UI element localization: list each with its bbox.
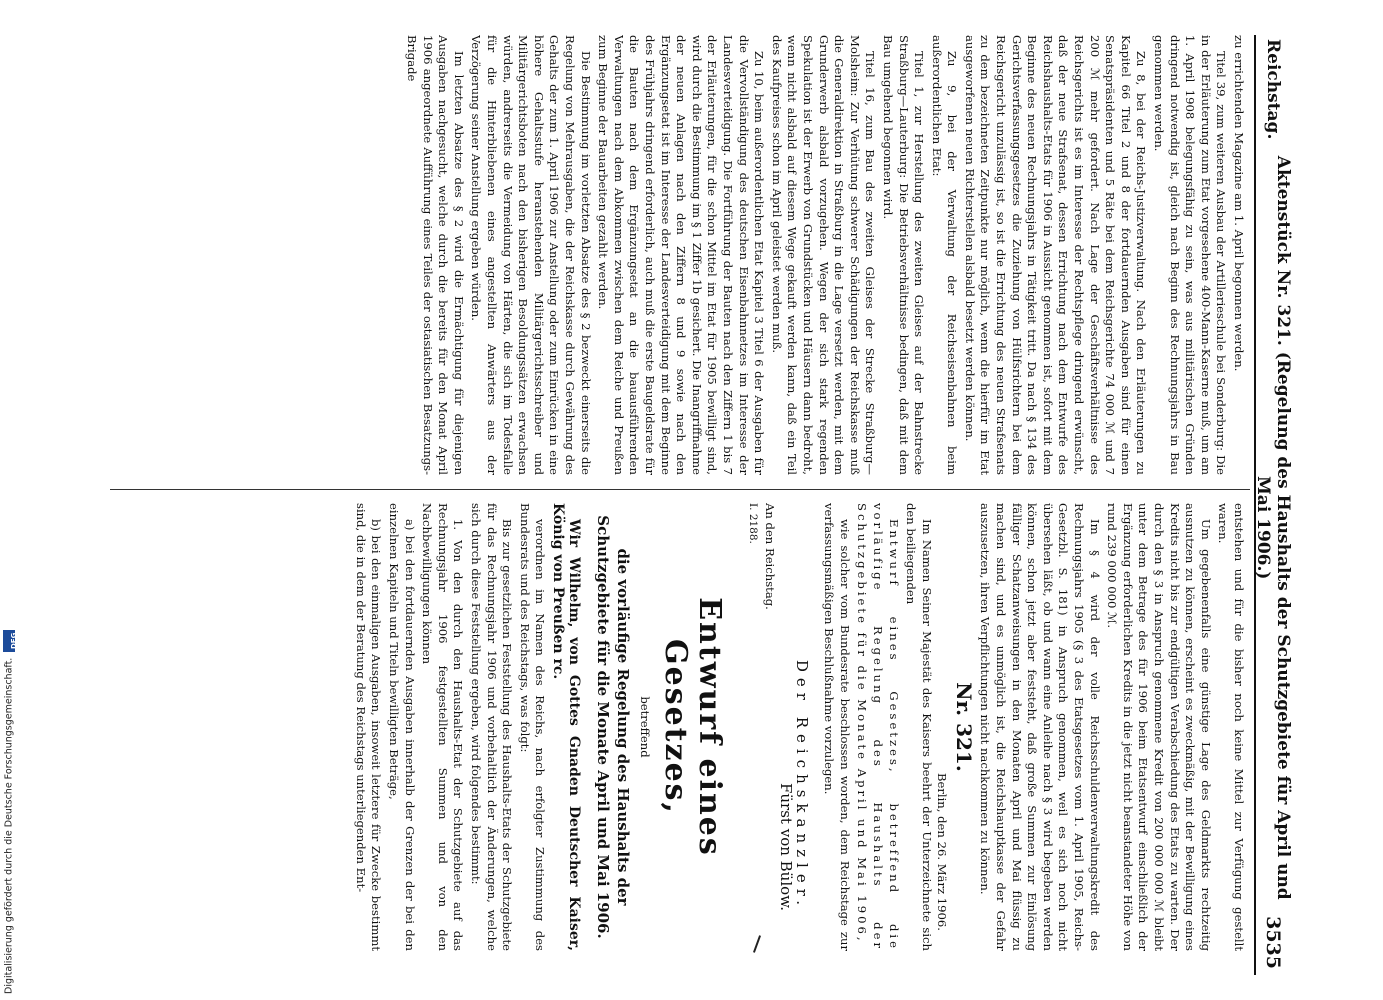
paragraph: Zu 8, bei der Reichs-Justizverwaltung. Nach den Erläuterungen zu Kapitel 66 Titel 2 und 8 der fortdauernden Ausgaben sind für einen Senatspräsidenten und 5 Räte bei dem Reichsgerichte 74 000 ℳ und 7 200 ℳ mehr gefordert. Nach Lage der Geschäftsverhältnisse des Reichsgerichts ist es im Interesse der Rechtspflege dringend erwünscht, daß der neue Strafsenat, dessen Errichtung nach dem Entwurfe des Reichshaushalts-Etats für 1906 in Aussicht genommen ist, sofort mit dem Beginne des neuen Rechnungsjahrs in Tätigkeit tritt. Da nach § 134 des Gerichtsverfassungsgesetzes die Zuziehung von Hülfsrichtern bei dem Reichsgericht unzulässig ist, so ist die Errichtung des neuen Strafsenats zu dem bezeichneten Zeitpunkte nur möglich, wenn die hierfür im Etat ausgeworfenen neuen Richterstellen alsbald besetzt werden können. [962,35,1149,475]
resolution-text: wie solcher vom Bundesrate beschlossen worden, dem Reichstage zur verfassungsmäßigen Beschlußnahme vorzulegen. [822,503,852,951]
paragraph: Im letzten Absatze des § 2 wird die Ermächtigung für diejenigen Ausgaben nachgesucht, welche durch die bereits für den Monat April 1906 angeordnete Aufführung eines Teiles der ostasiatischen Besatzungs-Brigade [405,35,466,475]
page-number: 3535 [1262,916,1284,969]
law-subtitle: die vorläufige Regelung des Haushalts der Schutzgebiete für die Monate April und Mai 1906. [593,515,632,939]
intro-text: Im Namen Seiner Majestät des Kaisers beehrt der Unterzeichnete sich den beiliegenden [904,503,934,951]
rotated-page [70,35,1293,975]
paragraph: Um gegebenenfalls eine günstige Lage des Geldmarkts rechtzeitig ausnutzen zu können, erscheint es zweckmäßig, mit der Bewilligung eines Kredits nicht bis zur endgültigen Verabschiedung des Etats zu warten. Der durch den § 3 in Anspruch genommene Kredit von 200 000 000 ℳ bleibt unter dem Betrage des für 1906 beim Etatsentwurf einschließlich der Ergänzung erforderlichen Kredits in die jetzt nicht beanstandeter Höhe von rund 239 000 000 ℳ. [1105,503,1213,951]
list-item: 1. Von den durch den Haushalts-Etat der Schutzgebiete auf das Rechnungsjahr 1906 festgestellten Summen und von den Nachbewilligungen können [420,503,466,951]
paragraph: Titel 1, zur Herstellung des zweiten Gleises auf der Bahnstrecke Straßburg—Lauterburg: Die Betriebsverhältnisse bedingen, daß mit dem Bau umgehend begonnen wird. [880,35,927,475]
verordnen-text: verordnen im Namen des Reichs, nach erfolgter Zustimmung des Bundesrats und des Reichstags, was folgt: [517,503,548,951]
wir-line: Wir Wilhelm, von Gottes Gnaden Deutscher Kaiser, König von Preußen rc. [550,503,582,951]
paragraph: Im § 4 wird der volle Reichsschuldenverwaltungskredit des Rechnungsjahrs 1905 (§ 3 des Etatsgesetzes vom 1. April 1905, Reichs-Gesetzbl. S. 181) in Anspruch genommen, weil es sich noch nicht übersehen läßt, ob und wann eine Anleihe nach § 3 wird begeben werden können, schon jetzt aber feststeht, daß große Summen zur Einlösung fälliger Schatzanweisungen in den Monaten April und Mai flüssig zu machen sind, und es unmöglich ist, die Reichshauptkasse der Gefahr auszusetzen, ihren Verpflichtungen nicht nachkommen zu können. [978,503,1102,951]
signature-title: Der Reichskanzler. [792,659,811,911]
paragraph: Zu 10, beim außerordentlichen Etat Kapitel 3 Titel 6 der Ausgaben für die Vervollständigung des deutschen Eisenbahnnetzes im Interesse der Landesverteidigung. Die Fortführung der Bauten nach den Ziffern 1 bis 7 der Erläuterungen, für die schon Mittel im Etat für 1905 bewilligt sind, wird durch die Bestimmung im § 1 Ziffer 1b gesichert. Die Inangriffnahme der neuen Anlagen nach den Ziffern 8 und 9 sowie nach den Ergänzungsetat ist im Interesse der Landesverteidigung mit dem Beginne des Frühjahrs dringend erforderlich, auch muß die erste Baugeldsrate für die Bauten nach dem Ergänzungsetat an die bauausführenden Verwaltungen nach dem Abkommen zwischen dem Reiche und Preußen zum Beginne der Bauarbeiten gezahlt werden. [596,35,767,475]
dfg-logo: DFG [3,630,15,652]
header-title: Aktenstück Nr. 321. (Regelung des Haushalts der Schutzgebiete für April und Mai 1906.) [1253,155,1293,900]
footer-text: Digitalisierung gefördert durch die Deutsche Forschungsgemeinschaft. [3,657,15,994]
left-column [76,35,1246,475]
paragraph: Titel 39, zum weiteren Ausbau der Artillerieschule bei Sonderburg: Die in der Erläuterung zum Etat vorgesehene 400-Mann-Kaserne muß, um am 1. April 1908 belegungsfähig zu sein, was aus militärischen Gründen dringend notwendig ist, gleich nach Beginn des Rechnungsjahrs in Bau genommen werden. [1152,35,1229,475]
paragraph: Die Bestimmung im vorletzten Absatze des § 2 bezweckt einerseits die Regelung von Mehrausgaben, die der Reichskasse durch Gewährung des Gehalts der zum 1. April 1906 zur Anstellung oder zum Einrücken in eine höhere Gehaltsstufe heranstehenden Militärgerichtsschreiber und Militärgerichtsboten nach den bisherigen Besoldungssätzen erwachsen würden, andrerseits die Vermeidung von Härten, die sich im Todesfalle für die Hinterbliebenen eines angestellten Anwärters aus der Verzögerung seiner Anstellung ergeben würden. [469,35,593,475]
page-header [1253,35,1293,975]
draft-quote: Entwurf eines Gesetzes, betreffend die vorläufige Regelung des Haushalts der Schutzgebiete für die Monate April und Mai 1906, [855,503,901,951]
date-line: Berlin, den 26. März 1906. [935,772,950,931]
document-number: Nr. 321. [951,682,976,772]
digitization-footer [2,4,16,994]
reference-number: I. 2188. [746,503,759,544]
paragraph: entstehen und für die bisher noch keine Mittel zur Verfügung gestellt waren. [1216,503,1246,951]
paragraph: Bis zur gesetzlichen Feststellung des Haushalts-Etats der Schutzgebiete für das Rechnungsjahr 1906 und vorbehaltlich der Änderungen, welche sich durch diese Feststellung ergeben, wird folgendes bestimmt: [469,503,515,951]
list-item: b) bei den einmaligen Ausgaben, insoweit letztere für Zwecke bestimmt sind, die in dem der Beratung des Reichstags unterliegenden Ent- [353,503,384,951]
paragraph: zu errichtenden Magazine am 1. April begonnen werden. [1232,35,1246,372]
right-column [76,503,1246,951]
paragraph: Zu 9, bei der Verwaltung der Reichseisenbahnen beim außerordentlichen Etat: [929,35,960,475]
list-item: a) bei den fortdauernden Ausgaben innerhalb der Grenzen der bei den einzelnen Kapiteln und Titeln bewilligten Beträge, [387,503,417,951]
header-left: Reichstag. [1263,39,1283,140]
column-divider [110,489,1250,490]
signature-name: Fürst von Bülow. [776,782,795,911]
addressee: An den Reichstag. [763,503,778,610]
betreffend-label: betreffend [638,696,653,758]
draft-title: Entwurf eines Gesetzes, [658,597,728,857]
paragraph: Titel 16, zum Bau des zweiten Gleises der Strecke Straßburg—Molsheim: Zur Verhütung schwerer Schädigungen der Reichskasse muß die Generaldirektion in Straßburg in die Lage versetzt werden, mit dem Grunderwerb alsbald vorzugehen. Wegen der sich stark regenden Spekulation ist der Erwerb von Grundstücken und Häusern dann bedroht, wenn nicht alsbald auf diesem Wege gekauft werden kann, daß ein Teil des Kaufpreises schon im April geleistet werden muß. [769,35,878,475]
